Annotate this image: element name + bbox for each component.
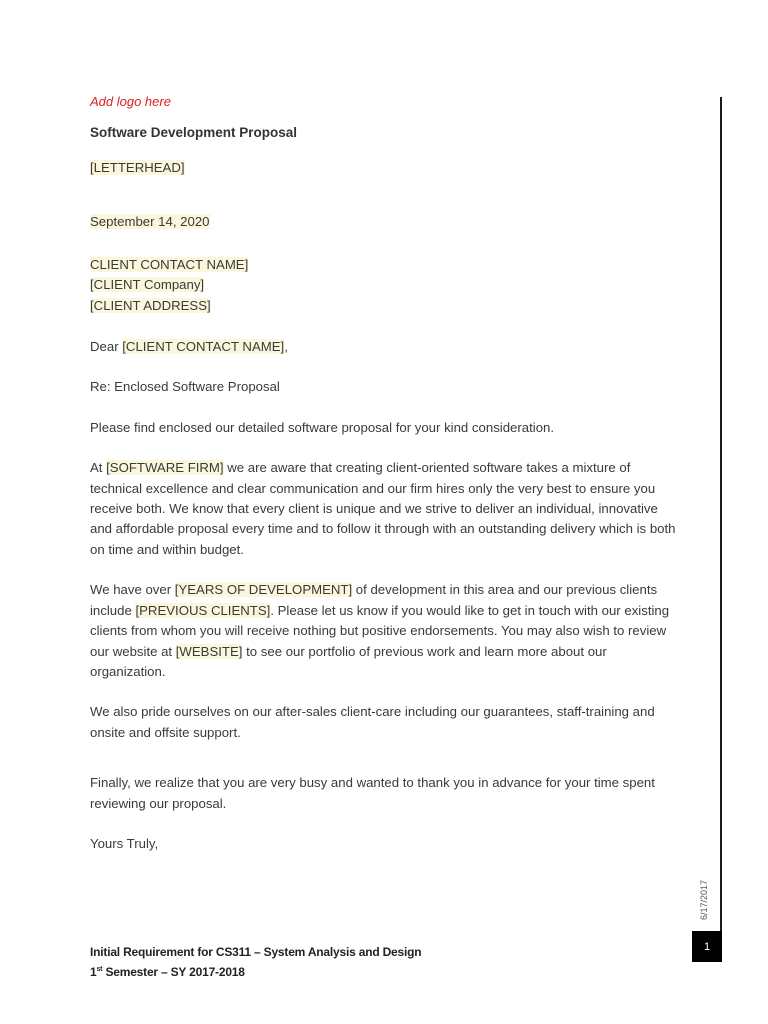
spacer [90,398,680,418]
spacer [90,178,680,212]
intro-paragraph: Please find enclosed our detailed software proposal for your kind consideration. [90,419,555,435]
paragraph-closing-thanks: Finally, we realize that you are very busy and wanted to thank you in advance for your time spent reviewing our proposal. [90,775,655,811]
spacer [90,743,680,773]
recipient-name: CLIENT CONTACT NAME] [90,256,249,272]
spacer [90,814,680,834]
spacer [90,560,680,580]
spacer [90,357,680,377]
spacer [90,438,680,458]
paragraph-firm: At [SOFTWARE FIRM] we are aware that creating client-oriented software takes a mixture of technical excellence and clear communication and our firm hires only the very best to ensure you receive both. We know that every client is unique and we strive to deliver an individual, innovative and affordable proposal every time and to follow it through with an outstanding delivery which is both on time and within budget. [90,460,676,557]
footer-course: Initial Requirement for CS311 – System Analysis and Design [90,945,422,959]
margin-rule [720,97,722,937]
recipient-address: [CLIENT ADDRESS] [90,297,211,313]
letter-body [90,158,680,854]
salutation: Dear [CLIENT CONTACT NAME], [90,339,288,355]
spacer [90,316,680,337]
page-number: 1 [692,931,722,962]
closing: Yours Truly, [90,835,159,851]
paragraph-experience: We have over [YEARS OF DEVELOPMENT] of development in this area and our previous clients include [PREVIOUS CLIENTS]. Please let us know if you would like to get in touch with our existing clients from whom you will receive nothing but positive endorsements. You may also wish to review our website at [WEBSITE] to see our portfolio of previous work and learn more about our organization. [90,582,670,679]
spacer [90,233,680,255]
sidebar-date: 6/17/2017 [699,879,709,920]
letterhead-placeholder: [LETTERHEAD] [90,160,185,175]
footer-semester: 1st Semester – SY 2017-2018 [90,965,245,979]
letter-date: September 14, 2020 [90,214,210,230]
recipient-company: [CLIENT Company] [90,277,205,293]
re-line: Re: Enclosed Software Proposal [90,379,280,395]
spacer [90,682,680,702]
paragraph-aftersales: We also pride ourselves on our after-sales client-care including our guarantees, staff-training and onsite and offsite support. [90,704,655,740]
logo-placeholder: Add logo here [90,94,171,109]
document-title: Software Development Proposal [90,125,298,140]
footer [90,943,421,981]
